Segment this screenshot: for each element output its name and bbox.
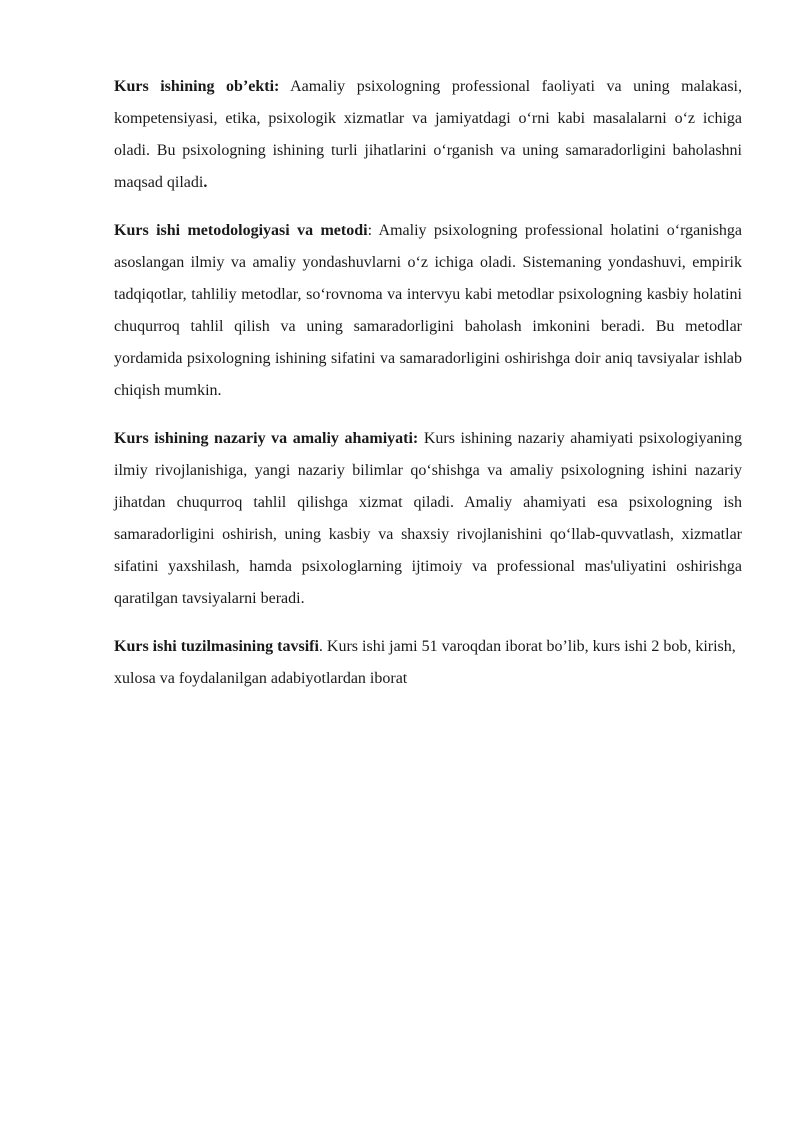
paragraph-methodology xyxy=(114,215,742,407)
text-structure: . Kurs ishi jami 51 varoqdan iborat bo’lib, kurs ishi 2 bob, kirish, xulosa va foydalanilgan adabiyotlardan iborat xyxy=(114,638,736,687)
paragraph-course-object xyxy=(114,71,742,199)
document-page xyxy=(114,71,742,711)
text-methodology: : Amaliy psixologning professional holatini o‘rganishga asoslangan ilmiy va amaliy yondashuvlarni o‘z ichiga oladi. Sistemaning yondashuvi, empirik tadqiqotlar, tahliliy metodlar, so‘rovnoma va intervyu kabi metodlar psixologning kasbiy holatini chuqurroq tahlil qilish va uning samaradorligini baholash imkonini beradi. Bu metodlar yordamida psixologning ishining sifatini va samaradorligini oshirishga doir aniq tavsiyalar ishlab chiqish mumkin. xyxy=(114,222,742,399)
heading-significance: Kurs ishining nazariy va amaliy ahamiyati: xyxy=(114,430,419,447)
text-course-object: Aamaliy psixologning professional faoliyati va uning malakasi, kompetensiyasi, etika, psixologik xizmatlar va jamiyatdagi o‘rni kabi masalalarni o‘z ichiga oladi. Bu psixologning ishining turli jihatlarini o‘rganish va uning samaradorligini baholashni maqsad qiladi xyxy=(114,78,743,191)
heading-structure: Kurs ishi tuzilmasining tavsifi xyxy=(114,638,319,655)
paragraph-significance xyxy=(114,423,742,615)
text-course-object-tail: . xyxy=(203,174,208,191)
paragraph-structure xyxy=(114,631,742,695)
heading-methodology: Kurs ishi metodologiyasi va metodi xyxy=(114,222,368,239)
text-significance: Kurs ishining nazariy ahamiyati psixologiyaning ilmiy rivojlanishiga, yangi nazariy bilimlar qo‘shishga va amaliy psixologning ishini nazariy jihatdan chuqurroq tahlil qilishga xizmat qiladi. Amaliy ahamiyati esa psixologning ish samaradorligini oshirish, uning kasbiy va shaxsiy rivojlanishini qo‘llab-quvvatlash, xizmatlar sifatini yaxshilash, hamda psixologlarning ijtimoiy va professional mas'uliyatini oshirishga qaratilgan tavsiyalarni beradi. xyxy=(114,430,743,607)
heading-course-object: Kurs ishining ob’ekti: xyxy=(114,78,280,95)
